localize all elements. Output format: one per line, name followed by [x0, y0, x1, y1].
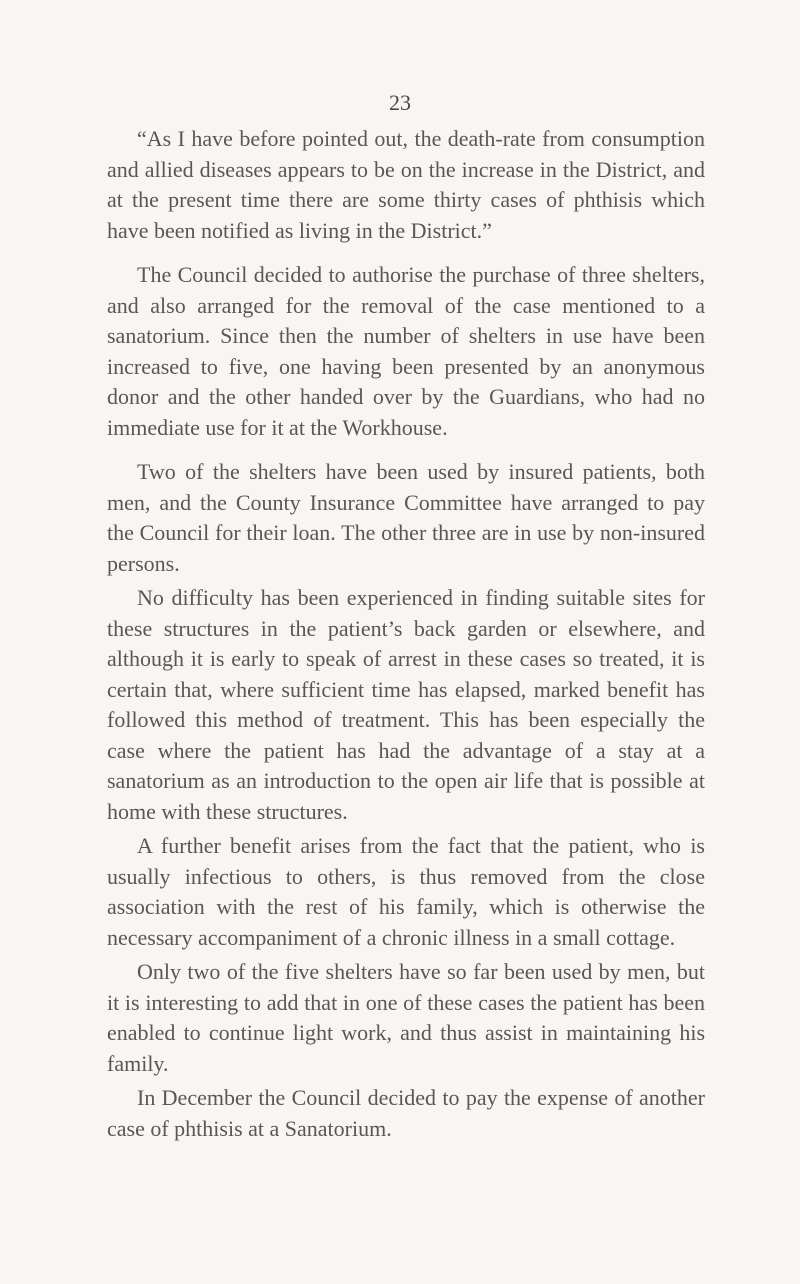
paragraph-further-benefit: A further benefit arises from the fact that the patient, who is usually infectious to others, is thus removed from the close association with the rest of his family, which is otherwise the necessary accompaniment of a chronic illness in a small cottage. — [107, 833, 705, 950]
paragraph-quote: “As I have before pointed out, the death-rate from consumption and allied diseases appears to be on the increase in the District, and at the present time there are some thirty cases of phthisis which have been notified as living in the District.” — [107, 126, 705, 243]
paragraph-insured-patients: Two of the shelters have been used by insured patients, both men, and the County Insurance Committee have arranged to pay the Council for their loan. The other three are in use by non-insured persons. — [107, 459, 705, 576]
paragraph-sites-benefit: No difficulty has been experienced in finding suitable sites for these structures in the patient’s back garden or elsewhere, and although it is early to speak of arrest in these cases so treated, it is certain that, where sufficient time has elapsed, marked benefit has followed this method of treatment. This has been especially the case where the patient has had the advantage of a stay at a sanatorium as an introduction to the open air life that is possible at home with these structures. — [107, 585, 705, 824]
body-text — [107, 124, 705, 1144]
paragraph-men-light-work: Only two of the five shelters have so far been used by men, but it is interesting to add that in one of these cases the patient has been enabled to continue light work, and thus assist in maintaining his family. — [107, 959, 705, 1076]
paragraph-council-shelters: The Council decided to authorise the purchase of three shelters, and also arranged for the removal of the case mentioned to a sanatorium. Since then the number of shelters in use have been increased to five, one having been presented by an anonymous donor and the other handed over by the Guardians, who had no immediate use for it at the Workhouse. — [107, 262, 705, 440]
paragraph-december-decision: In December the Council decided to pay the expense of another case of phthisis at a Sanatorium. — [107, 1085, 705, 1141]
page-number: 23 — [389, 90, 411, 115]
